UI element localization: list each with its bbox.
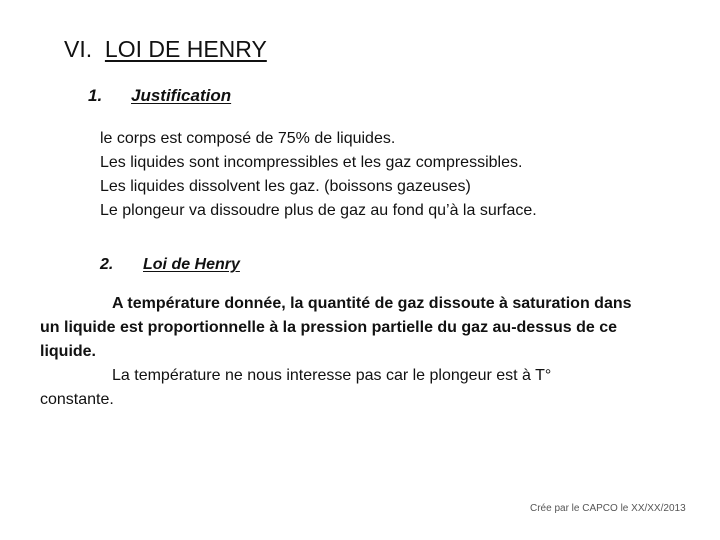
- list-item: Le plongeur va dissoudre plus de gaz au fond qu’à la surface.: [100, 202, 537, 219]
- list-item: le corps est composé de 75% de liquides.: [100, 130, 396, 147]
- section1-number: 1.: [88, 86, 103, 105]
- page-title: [64, 36, 267, 63]
- list-item: Les liquides dissolvent les gaz. (boissons gazeuses): [100, 178, 471, 195]
- law-line: liquide.: [40, 343, 96, 360]
- law-line: un liquide est proportionnelle à la pression partielle du gaz au-dessus de ce: [40, 319, 618, 336]
- note-line: constante.: [40, 391, 114, 408]
- note-line: La température ne nous interesse pas car le plongeur est à T°: [112, 367, 552, 384]
- henry-law-statement: [40, 292, 700, 364]
- section2-number: 2.: [100, 256, 114, 273]
- section2-title: Loi de Henry: [143, 256, 240, 273]
- temperature-note: [40, 364, 700, 412]
- law-line: A température donnée, la quantité de gaz dissoute à saturation dans: [112, 295, 632, 312]
- list-item: Les liquides sont incompressibles et les gaz compressibles.: [100, 154, 523, 171]
- footer-credit: Crée par le CAPCO le XX/XX/2013: [530, 503, 686, 514]
- title-number: VI.: [64, 36, 93, 62]
- title-text: LOI DE HENRY: [104, 36, 267, 62]
- section1-title: Justification: [131, 86, 232, 105]
- justification-list: [100, 127, 537, 223]
